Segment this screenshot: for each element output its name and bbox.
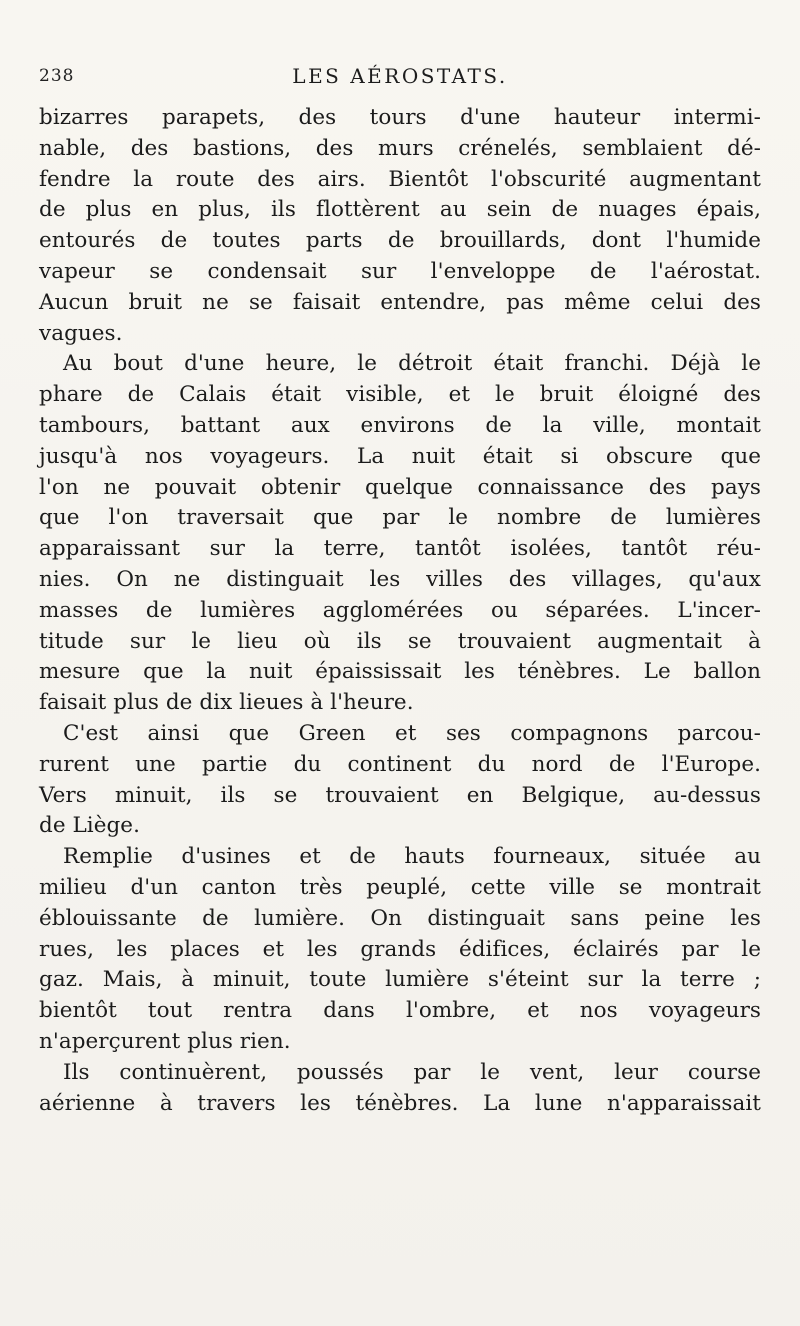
text-line: tambours, battant aux environs de la ville, montait xyxy=(39,412,761,438)
text-line: mesure que la nuit épaississait les ténèbres. Le ballon xyxy=(39,659,761,685)
text-line: éblouissante de lumière. On distinguait sans peine les xyxy=(39,905,761,931)
text-line: masses de lumières agglomérées ou séparées. L'incer- xyxy=(39,597,761,623)
text-line: entourés de toutes parts de brouillards, dont l'humide xyxy=(39,228,761,254)
text-line: phare de Calais était visible, et le bruit éloigné des xyxy=(39,382,761,408)
text-line: Remplie d'usines et de hauts fourneaux, située au xyxy=(63,844,761,870)
text-line: l'on ne pouvait obtenir quelque connaissance des pays xyxy=(39,474,761,500)
text-line: C'est ainsi que Green et ses compagnons parcou- xyxy=(63,720,761,746)
text-line: rues, les places et les grands édifices, éclairés par le xyxy=(39,936,761,962)
text-line: de Liège. xyxy=(39,813,140,839)
text-line: que l'on traversait que par le nombre de lumières xyxy=(39,505,761,531)
text-line: nies. On ne distinguait les villes des villages, qu'aux xyxy=(39,566,761,592)
text-line: jusqu'à nos voyageurs. La nuit était si obscure que xyxy=(39,443,761,469)
text-line: aérienne à travers les ténèbres. La lune n'apparaissait xyxy=(39,1090,761,1116)
text-line: faisait plus de dix lieues à l'heure. xyxy=(39,690,414,716)
text-line: Vers minuit, ils se trouvaient en Belgique, au-dessus xyxy=(39,782,761,808)
text-line: titude sur le lieu où ils se trouvaient augmentait à xyxy=(39,628,761,654)
text-line: apparaissant sur la terre, tantôt isolées, tantôt réu- xyxy=(39,536,761,562)
text-line: milieu d'un canton très peuplé, cette ville se montrait xyxy=(39,874,761,900)
text-line: de plus en plus, ils flottèrent au sein de nuages épais, xyxy=(39,197,761,223)
text-line: n'aperçurent plus rien. xyxy=(39,1028,291,1054)
page-header xyxy=(39,56,761,96)
text-line: vapeur se condensait sur l'enveloppe de l'aérostat. xyxy=(39,258,761,284)
text-line: nable, des bastions, des murs crénelés, semblaient dé- xyxy=(39,135,761,161)
body-text xyxy=(39,103,761,1119)
text-line: bizarres parapets, des tours d'une hauteur intermi- xyxy=(39,105,761,130)
text-line: Ils continuèrent, poussés par le vent, leur course xyxy=(63,1059,761,1085)
text-line: gaz. Mais, à minuit, toute lumière s'éteint sur la terre ; xyxy=(39,967,761,993)
text-line: Au bout d'une heure, le détroit était franchi. Déjà le xyxy=(63,351,761,377)
running-title: LES AÉROSTATS. xyxy=(292,64,508,88)
page-number: 238 xyxy=(39,66,75,86)
text-line: rurent une partie du continent du nord de l'Europe. xyxy=(39,751,761,777)
text-line: bientôt tout rentra dans l'ombre, et nos voyageurs xyxy=(39,998,761,1024)
text-line: vagues. xyxy=(39,320,123,346)
text-line: Aucun bruit ne se faisait entendre, pas même celui des xyxy=(39,289,761,315)
text-line: fendre la route des airs. Bientôt l'obscurité augmentant xyxy=(39,166,761,192)
